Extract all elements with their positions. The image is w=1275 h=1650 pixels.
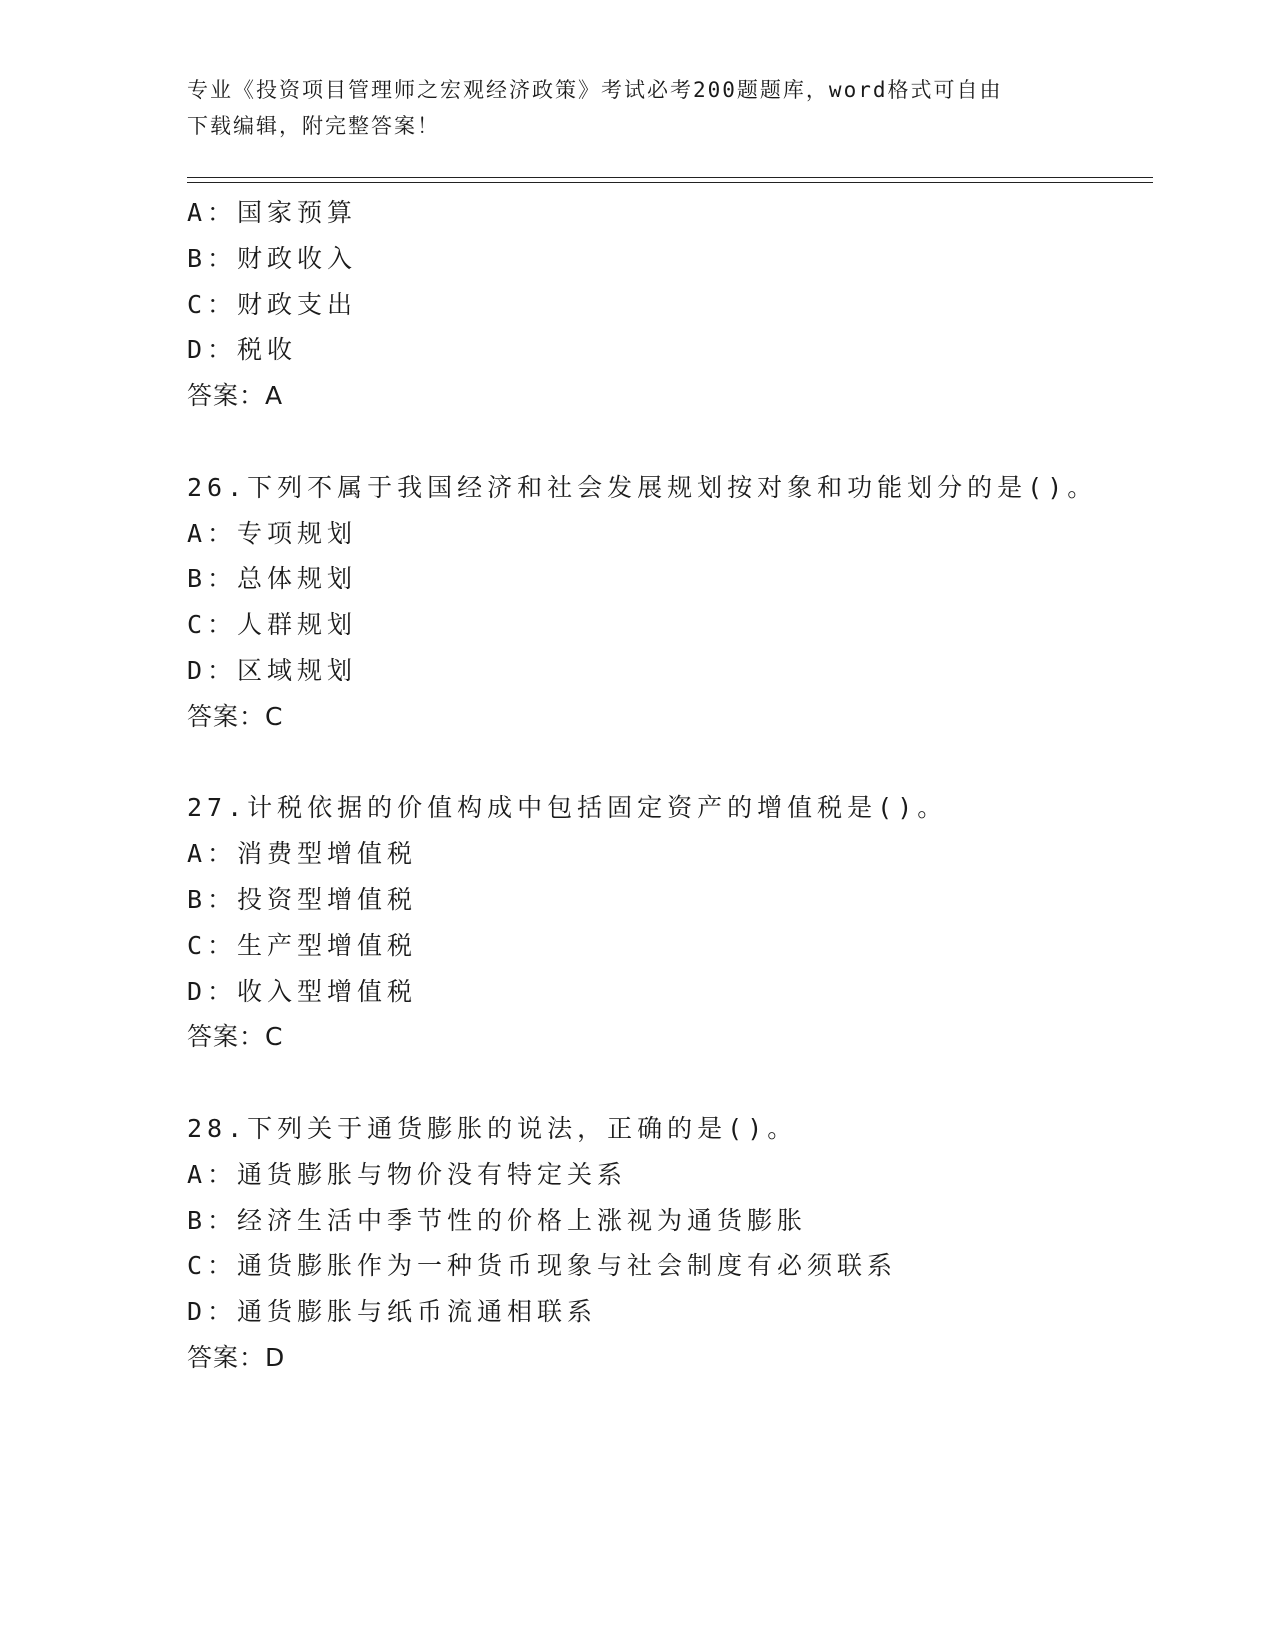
option-c: C：通货膨胀作为一种货币现象与社会制度有必须联系	[187, 1251, 898, 1281]
question-spacer	[187, 740, 1147, 786]
answer-line: 答案：C	[187, 701, 284, 731]
header-divider-top	[187, 177, 1153, 178]
header-divider-bottom	[187, 182, 1153, 183]
question-text: 28.下列关于通货膨胀的说法，正确的是()。	[187, 1113, 798, 1143]
question-25	[187, 190, 1147, 419]
option-d: D：收入型增值税	[187, 976, 418, 1006]
question-list	[187, 190, 1147, 1381]
option-c: C：人群规划	[187, 610, 358, 640]
option-c: C：生产型增值税	[187, 930, 418, 960]
header-line-1: 专业《投资项目管理师之宏观经济政策》考试必考200题题库，word格式可自由	[187, 78, 1003, 102]
option-d: D：通货膨胀与纸币流通相联系	[187, 1297, 598, 1327]
option-d: D：税收	[187, 335, 298, 365]
answer-line: 答案：A	[187, 381, 284, 411]
option-a: A：国家预算	[187, 198, 358, 227]
question-27	[187, 785, 1147, 1060]
question-28	[187, 1106, 1147, 1381]
question-spacer	[187, 419, 1147, 465]
option-b: B：投资型增值税	[187, 884, 418, 914]
header-line-2: 下载编辑，附完整答案！	[187, 114, 440, 138]
option-c: C：财政支出	[187, 289, 358, 319]
option-a: A：通货膨胀与物价没有特定关系	[187, 1159, 628, 1189]
option-b: B：经济生活中季节性的价格上涨视为通货膨胀	[187, 1205, 808, 1235]
option-a: A：消费型增值税	[187, 839, 418, 869]
answer-line: 答案：C	[187, 1022, 284, 1052]
question-text: 27.计税依据的价值构成中包括固定资产的增值税是()。	[187, 793, 948, 823]
option-a: A：专项规划	[187, 518, 358, 548]
option-b: B：总体规划	[187, 564, 358, 594]
answer-line: 答案：D	[187, 1342, 286, 1372]
question-spacer	[187, 1060, 1147, 1106]
question-26	[187, 465, 1147, 740]
option-b: B：财政收入	[187, 243, 358, 273]
option-d: D：区域规划	[187, 655, 358, 685]
document-header	[187, 72, 1067, 144]
question-text: 26.下列不属于我国经济和社会发展规划按对象和功能划分的是()。	[187, 472, 1098, 502]
